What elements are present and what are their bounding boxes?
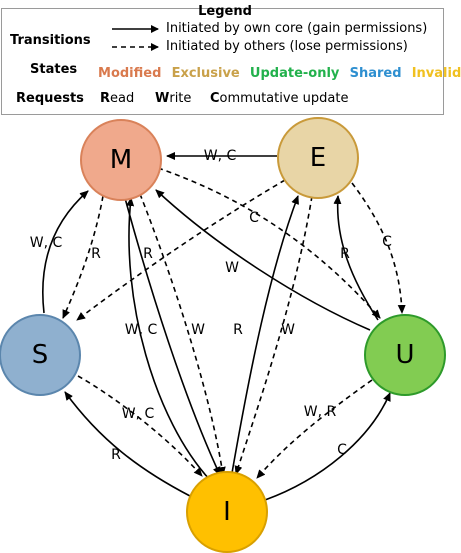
label-m-to-i-dashed: W [191,322,205,338]
label-u-to-e: R [340,246,350,262]
label-u-to-i: W, R [303,404,337,420]
own-core-description: Initiated by own core (gain permissions) [166,21,428,36]
label-i-to-m: W, C [124,322,158,338]
svg-text:U: U [395,340,415,370]
request-commutative-update: Commutative update [210,91,349,106]
svg-text:S: S [31,340,49,370]
edge-e-to-u-dashed [352,183,402,313]
edge-u-to-i-dashed [257,380,372,478]
legend-title: Legend [198,4,252,19]
node-s [0,315,80,395]
label-e-to-i: W [281,322,295,338]
edge-m-to-u-dashed [158,168,380,318]
state-modified: Modified [98,66,162,81]
state-invalid: Invalid [411,66,461,81]
label-m-to-i-solid: R [143,246,153,262]
request-read: Read [100,91,135,106]
label-s-to-m: W, C [29,235,63,251]
svg-text:I: I [223,497,231,527]
node-e [278,118,358,198]
node-i [187,472,267,552]
requests-label: Requests [16,91,84,106]
state-shared: Shared [349,66,402,81]
label-m-to-s: R [91,246,101,262]
states-label: States [30,62,78,77]
label-i-to-s: R [111,447,121,463]
edge-s-to-m [43,191,88,313]
node-u [365,315,445,395]
svg-text:E: E [309,143,327,173]
label-m-to-u-dashed: C [249,210,259,226]
edge-i-to-m [129,198,210,480]
state-exclusive: Exclusive [171,66,240,81]
node-m [81,120,161,200]
label-s-to-i: W, C [121,406,155,422]
label-m-to-u-solid: W [225,260,239,276]
edge-e-to-i-dashed [236,196,312,474]
edge-e-to-s-dashed [77,180,285,320]
others-description: Initiated by others (lose permissions) [166,39,408,54]
request-write: Write [155,91,192,106]
label-e-to-m: W, C [203,148,237,164]
label-i-to-u: C [337,442,347,458]
label-e-to-u-dashed: C [382,234,392,250]
label-i-to-e: R [233,322,243,338]
svg-text:M: M [109,145,133,175]
transitions-label: Transitions [10,33,91,48]
state-update-only: Update-only [249,66,340,81]
edge-s-to-i-dashed [78,376,202,476]
